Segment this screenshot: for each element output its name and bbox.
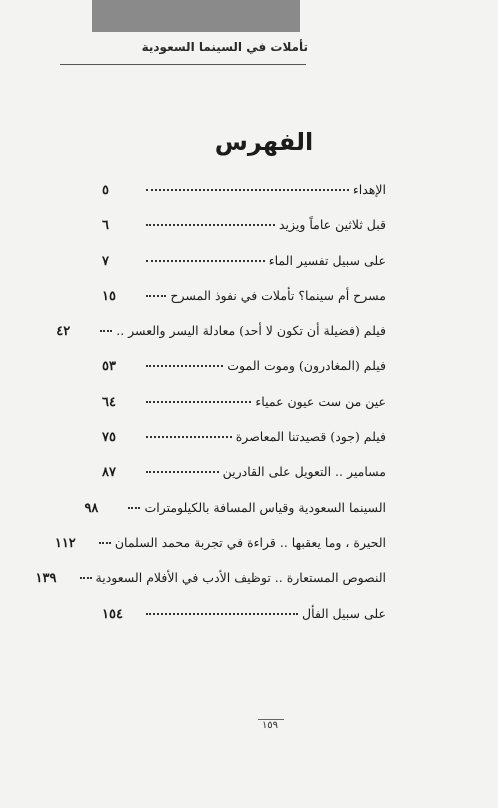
dot-leader (80, 576, 92, 579)
toc-entry[interactable] (84, 498, 386, 533)
toc-entry-label: عين من ست عيون عمياء (255, 393, 386, 409)
toc-entry-page: ٦ (102, 218, 109, 234)
toc-entry[interactable] (102, 180, 386, 215)
toc-entry-label: فيلم (فضيلة أن تكون لا أحد) معادلة اليسر والعسر .. (116, 323, 386, 339)
page-number: ١٥٩ (261, 720, 279, 731)
toc-entry-page: ٥٣ (102, 359, 116, 375)
toc-entry-label: مسامير .. التعويل على القادرين (222, 464, 386, 480)
toc-entry-page: ١٥٤ (102, 606, 123, 622)
dot-leader (146, 435, 232, 438)
toc-entry[interactable] (102, 251, 386, 286)
toc-entry[interactable] (54, 533, 386, 568)
dot-leader (100, 329, 112, 332)
toc-entry-page: ٤٢ (56, 324, 71, 340)
toc-entry-page: ٧ (102, 253, 109, 269)
header-band (92, 0, 300, 32)
toc-entry[interactable] (102, 356, 386, 391)
toc-entry-label: السينما السعودية وقياس المسافة بالكيلومترات (144, 499, 386, 515)
toc-entry[interactable] (35, 568, 386, 603)
dot-leader (146, 470, 219, 473)
running-head-rule (60, 64, 306, 65)
toc-entry-page: ١١٢ (54, 535, 76, 551)
toc-entry-label: الإهداء (352, 182, 386, 197)
toc-entry-page: ١٣٩ (35, 571, 57, 587)
toc-entry[interactable] (102, 462, 386, 497)
toc-entry-page: ٩٨ (84, 500, 99, 516)
toc-entry[interactable] (102, 286, 386, 321)
toc-entry[interactable] (56, 321, 386, 356)
toc-entry-label: على سبيل تفسير الماء (268, 252, 386, 268)
toc-entry[interactable] (102, 215, 386, 250)
dot-leader (146, 223, 275, 226)
toc-entry-page: ٧٥ (102, 430, 116, 446)
toc-entry[interactable] (102, 427, 386, 462)
dot-leader (128, 506, 140, 509)
toc-entry-label: الحيرة ، وما يعقبها .. قراءة في تجربة محمد السلمان (114, 534, 386, 550)
page-title: الفهرس (214, 128, 314, 156)
running-head: تأملات في السينما السعودية (141, 40, 308, 54)
toc-entry-label: فيلم (جود) قصيدتنا المعاصرة (235, 429, 386, 445)
dot-leader (146, 612, 298, 615)
dot-leader (146, 294, 166, 297)
toc-entry-label: على سبيل الفأل (302, 605, 386, 621)
table-of-contents (35, 180, 386, 639)
toc-entry[interactable] (102, 604, 386, 639)
dot-leader (146, 364, 223, 367)
toc-entry-label: فيلم (المغادرون) وموت الموت (227, 358, 386, 374)
dot-leader (146, 188, 349, 191)
toc-entry-page: ٦٤ (102, 394, 116, 410)
dot-leader (146, 400, 251, 403)
toc-entry-label: النصوص المستعارة .. توظيف الأدب في الأفلام السعودية (95, 570, 386, 586)
dot-leader (99, 541, 111, 544)
toc-entry-label: مسرح أم سينما؟ تأملات في نفوذ المسرح (170, 287, 386, 303)
dot-leader (146, 259, 265, 262)
toc-entry-page: ٨٧ (102, 465, 116, 481)
toc-entry-label: قبل ثلاثين عاماً ويزيد (278, 217, 386, 233)
toc-entry[interactable] (102, 392, 386, 427)
toc-entry-page: ٥ (102, 183, 109, 198)
toc-entry-page: ١٥ (102, 288, 116, 304)
